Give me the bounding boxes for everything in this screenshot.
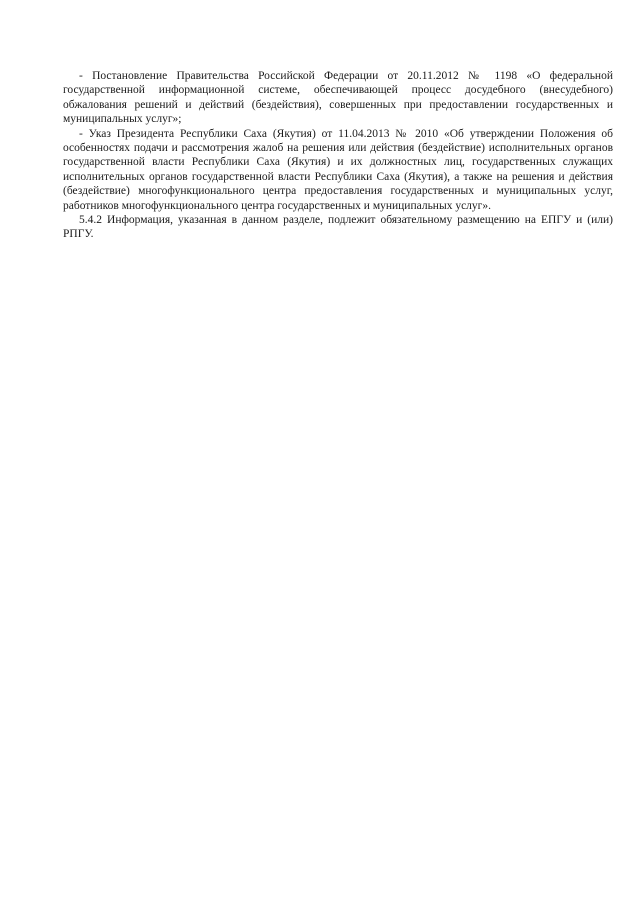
paragraph-decree-1198: - Постановление Правительства Российской Федерации от 20.11.2012 № 1198 «О федеральной государственной информационной системе, обеспечивающей процесс досудебного (внесудебного) обжалования решений и действий (бездействия), совершенных при предоставлении государственных и муниципальных услуг»; [63, 70, 613, 126]
paragraph-section-5-4-2: 5.4.2 Информация, указанная в данном разделе, подлежит обязательному размещению на ЕПГУ и (или) РПГУ. [63, 214, 613, 241]
document-body [63, 69, 613, 242]
paragraph-decree-2010: - Указ Президента Республики Саха (Якутия) от 11.04.2013 № 2010 «Об утверждении Положения об особенностях подачи и рассмотрения жалоб на решения или действия (бездействие) исполнительных органов государственной власти Республики Саха (Якутия) и их должностных лиц, государственных служащих исполнительных органов государственной власти Республики Саха (Якутия), а также на решения и действия (бездействие) многофункционального центра предоставления государственных и муниципальных услуг, работников многофункционального центра государственных и муниципальных услуг». [63, 127, 613, 212]
